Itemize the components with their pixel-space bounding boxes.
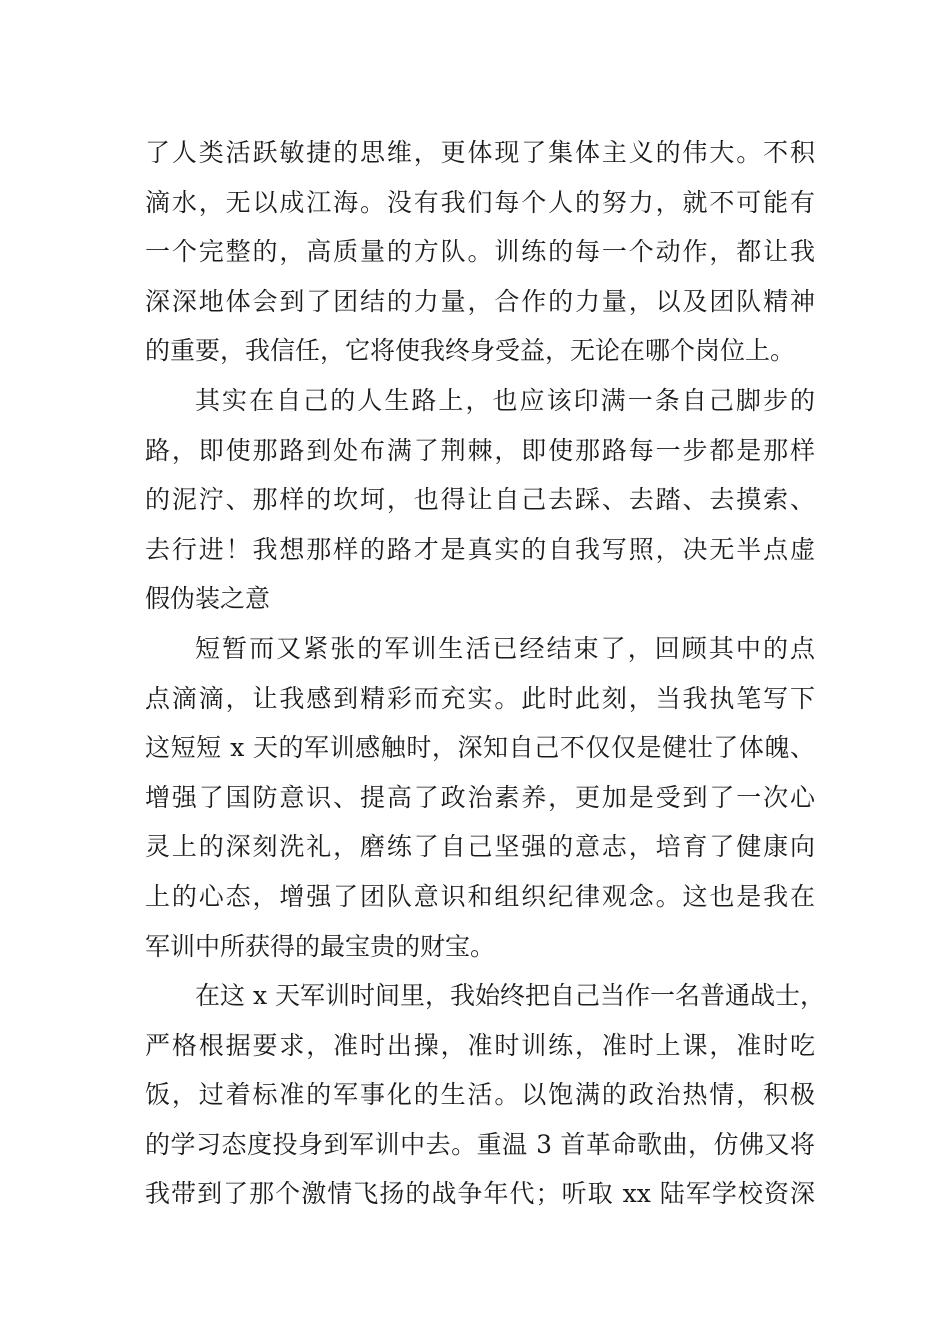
text-line: 严格根据要求，准时出操，准时训练，准时上课，准时吃 [145, 1030, 815, 1060]
text-line: 其实在自己的人生路上，也应该印满一条自己脚步的 [195, 385, 815, 415]
text-line: 增强了国防意识、提高了政治素养，更加是受到了一次心 [145, 782, 815, 812]
text-line: 的学习态度投身到军训中去。重温 3 首革命歌曲，仿佛又将 [145, 1129, 815, 1159]
text-line: 短暂而又紧张的军训生活已经结束了，回顾其中的点 [195, 633, 815, 663]
text-line: 的重要，我信任，它将使我终身受益，无论在哪个岗位上。 [145, 336, 796, 366]
text-line: 点滴滴，让我感到精彩而充实。此时此刻，当我执笔写下 [145, 683, 815, 713]
text-line: 上的心态，增强了团队意识和组织纪律观念。这也是我在 [145, 881, 815, 911]
text-line: 路，即使那路到处布满了荆棘，即使那路每一步都是那样 [145, 435, 815, 465]
text-line: 在这 x 天军训时间里，我始终把自己当作一名普通战士， [195, 981, 825, 1011]
text-line: 的泥泞、那样的坎坷，也得让自己去踩、去踏、去摸索、 [145, 485, 815, 515]
text-line: 饭，过着标准的军事化的生活。以饱满的政治热情，积极 [145, 1080, 815, 1110]
text-line: 去行进！我想那样的路才是真实的自我写照，决无半点虚 [145, 534, 815, 564]
text-line: 我带到了那个激情飞扬的战争年代；听取 xx 陆军学校资深 [145, 1179, 815, 1209]
text-line: 深深地体会到了团结的力量，合作的力量，以及团队精神 [145, 286, 815, 316]
text-line: 了人类活跃敏捷的思维，更体现了集体主义的伟大。不积 [145, 138, 815, 167]
text-line: 这短短 x 天的军训感触时，深知自己不仅仅是健壮了体魄、 [145, 733, 815, 763]
text-line: 滴水，无以成江海。没有我们每个人的努力，就不可能有 [145, 187, 815, 217]
document-body-text [145, 128, 825, 1219]
text-line: 假伪装之意 [145, 584, 271, 614]
text-line: 灵上的深刻洗礼，磨练了自己坚强的意志，培育了健康向 [145, 832, 815, 862]
text-line: 军训中所获得的最宝贵的财宝。 [145, 931, 496, 961]
text-line: 一个完整的，高质量的方队。训练的每一个动作，都让我 [145, 237, 815, 267]
